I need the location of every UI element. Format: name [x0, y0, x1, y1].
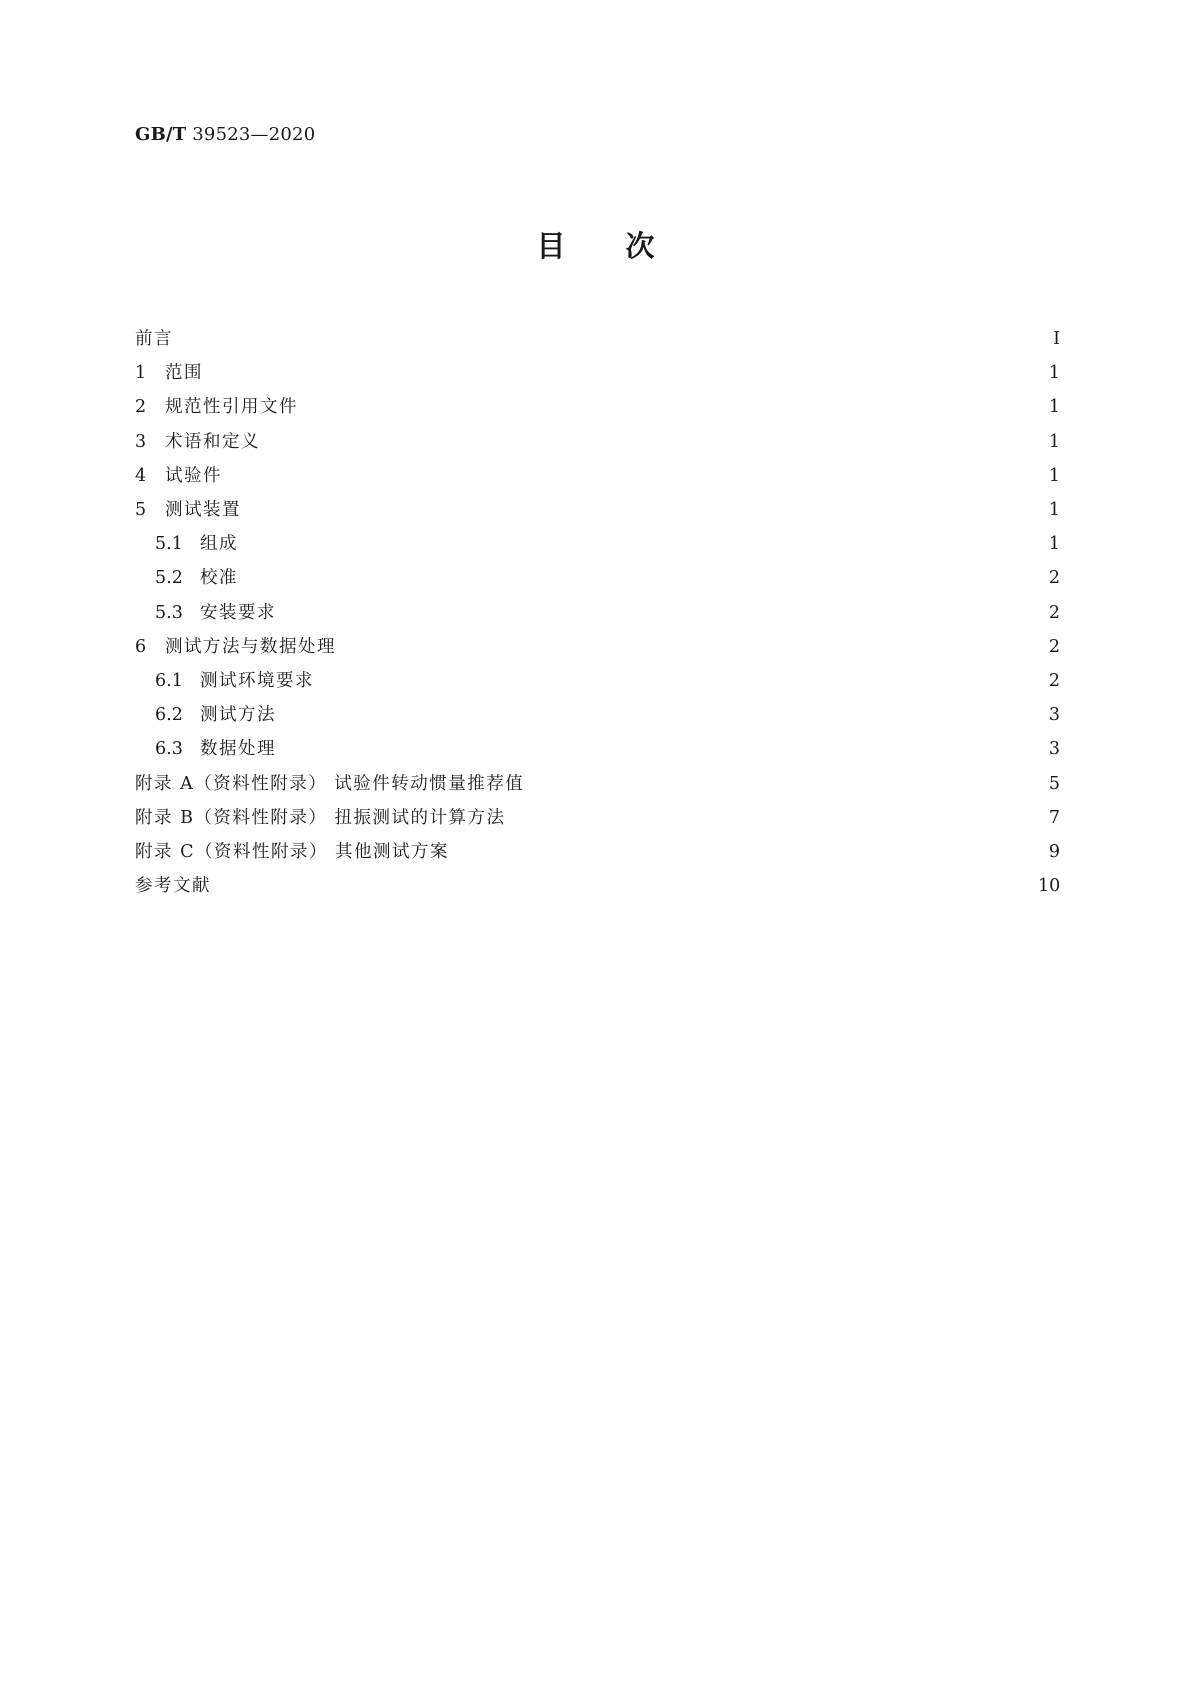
toc-leader-dots: [326, 666, 1026, 696]
toc-entry-title: 规范性引用文件: [165, 397, 298, 417]
toc-entry-title: 测试方法: [200, 705, 276, 725]
toc-entry-title: 测试装置: [165, 500, 241, 520]
toc-entry-number: 4: [135, 466, 147, 486]
toc-entry-title: 附录 A（资料性附录） 试验件转动惯量推荐值: [135, 774, 525, 794]
toc-leader-dots: [253, 495, 1026, 525]
toc-entry-page: 1: [1048, 534, 1060, 554]
toc-entry-number: 6.3: [155, 739, 183, 759]
toc-entry-number: 5: [135, 500, 147, 520]
toc-entry-page: 2: [1048, 603, 1060, 623]
toc-leader-dots: [272, 427, 1026, 457]
toc-leader-dots: [250, 563, 1026, 593]
toc-leader-dots: [348, 632, 1026, 662]
toc-entry-number: 1: [135, 363, 147, 383]
toc-entry-page: 1: [1048, 500, 1060, 520]
toc-entry-title: 测试环境要求: [200, 671, 314, 691]
toc-leader-dots: [288, 734, 1026, 764]
toc-entry-page: 1: [1048, 397, 1060, 417]
toc-entry-page: 3: [1048, 705, 1060, 725]
toc-entry-title: 试验件: [165, 466, 222, 486]
toc-entry-page: 3: [1048, 739, 1060, 759]
toc-entry[interactable]: [155, 734, 1060, 764]
toc-entry-title: 术语和定义: [165, 432, 260, 452]
toc-entry-number: 5.2: [155, 568, 183, 588]
toc-entry-number: 6: [135, 637, 147, 657]
toc-entry-title: 测试方法与数据处理: [165, 637, 336, 657]
toc-leader-dots: [185, 324, 1026, 354]
toc-entry-page: 1: [1048, 363, 1060, 383]
toc-heading-char-2: 次: [625, 229, 655, 263]
toc-entry-title: 组成: [200, 534, 238, 554]
toc-entry-page: 9: [1048, 842, 1060, 862]
toc-entry-title: 参考文献: [135, 876, 211, 896]
toc-entry[interactable]: [135, 803, 1060, 833]
toc-entry[interactable]: [135, 871, 1060, 901]
toc-entry-number: 6.2: [155, 705, 183, 725]
toc-entry[interactable]: [135, 324, 1060, 354]
toc-entry-page: Ⅰ: [1053, 329, 1060, 349]
toc-entry-page: 2: [1048, 671, 1060, 691]
toc-entry-title: 安装要求: [200, 603, 276, 623]
toc-entry[interactable]: [155, 563, 1060, 593]
toc-leader-dots: [250, 529, 1026, 559]
toc-entry-page: 1: [1048, 466, 1060, 486]
toc-entry[interactable]: [135, 358, 1060, 388]
toc-leader-dots: [215, 358, 1026, 388]
toc-entry-number: 6.1: [155, 671, 183, 691]
toc-entry-page: 1: [1048, 432, 1060, 452]
toc-entry[interactable]: [155, 700, 1060, 730]
standard-number: 39523—2020: [192, 124, 316, 145]
toc-entry[interactable]: [155, 529, 1060, 559]
toc-leader-dots: [517, 803, 1026, 833]
toc-entry-title: 前言: [135, 329, 173, 349]
standard-code: [135, 124, 315, 145]
toc-entry-page: 2: [1048, 568, 1060, 588]
toc-entry-number: 2: [135, 397, 147, 417]
toc-entry-title: 附录 C（资料性附录） 其他测试方案: [135, 842, 450, 862]
toc-entry-page: 10: [1038, 876, 1061, 896]
toc-leader-dots: [536, 769, 1026, 799]
toc-entry[interactable]: [135, 495, 1060, 525]
toc-leader-dots: [234, 461, 1026, 491]
toc-leader-dots: [310, 392, 1026, 422]
toc-entry[interactable]: [155, 598, 1060, 628]
toc-entry-number: 5.1: [155, 534, 183, 554]
toc-entry[interactable]: [135, 769, 1060, 799]
toc-entry-page: 5: [1048, 774, 1060, 794]
toc-entry[interactable]: [135, 837, 1060, 867]
toc-entry-title: 数据处理: [200, 739, 276, 759]
toc-entry[interactable]: [135, 392, 1060, 422]
toc-entry-number: 5.3: [155, 603, 183, 623]
toc-entry-title: 附录 B（资料性附录） 扭振测试的计算方法: [135, 808, 506, 828]
toc-entry[interactable]: [135, 632, 1060, 662]
standard-prefix: GB/T: [135, 124, 187, 145]
toc-leader-dots: [288, 700, 1026, 730]
toc-entry[interactable]: [135, 427, 1060, 457]
toc-entry[interactable]: [155, 666, 1060, 696]
toc-leader-dots: [288, 598, 1026, 628]
toc-entry-page: 7: [1048, 808, 1060, 828]
toc-leader-dots: [223, 871, 1026, 901]
toc-entry-number: 3: [135, 432, 147, 452]
toc-entry[interactable]: [135, 461, 1060, 491]
toc-entry-title: 校准: [200, 568, 238, 588]
toc-entry-title: 范围: [165, 363, 203, 383]
toc-leader-dots: [461, 837, 1026, 867]
toc-entry-page: 2: [1048, 637, 1060, 657]
toc-heading-char-1: 目: [536, 229, 566, 263]
toc-heading: [0, 224, 1191, 265]
